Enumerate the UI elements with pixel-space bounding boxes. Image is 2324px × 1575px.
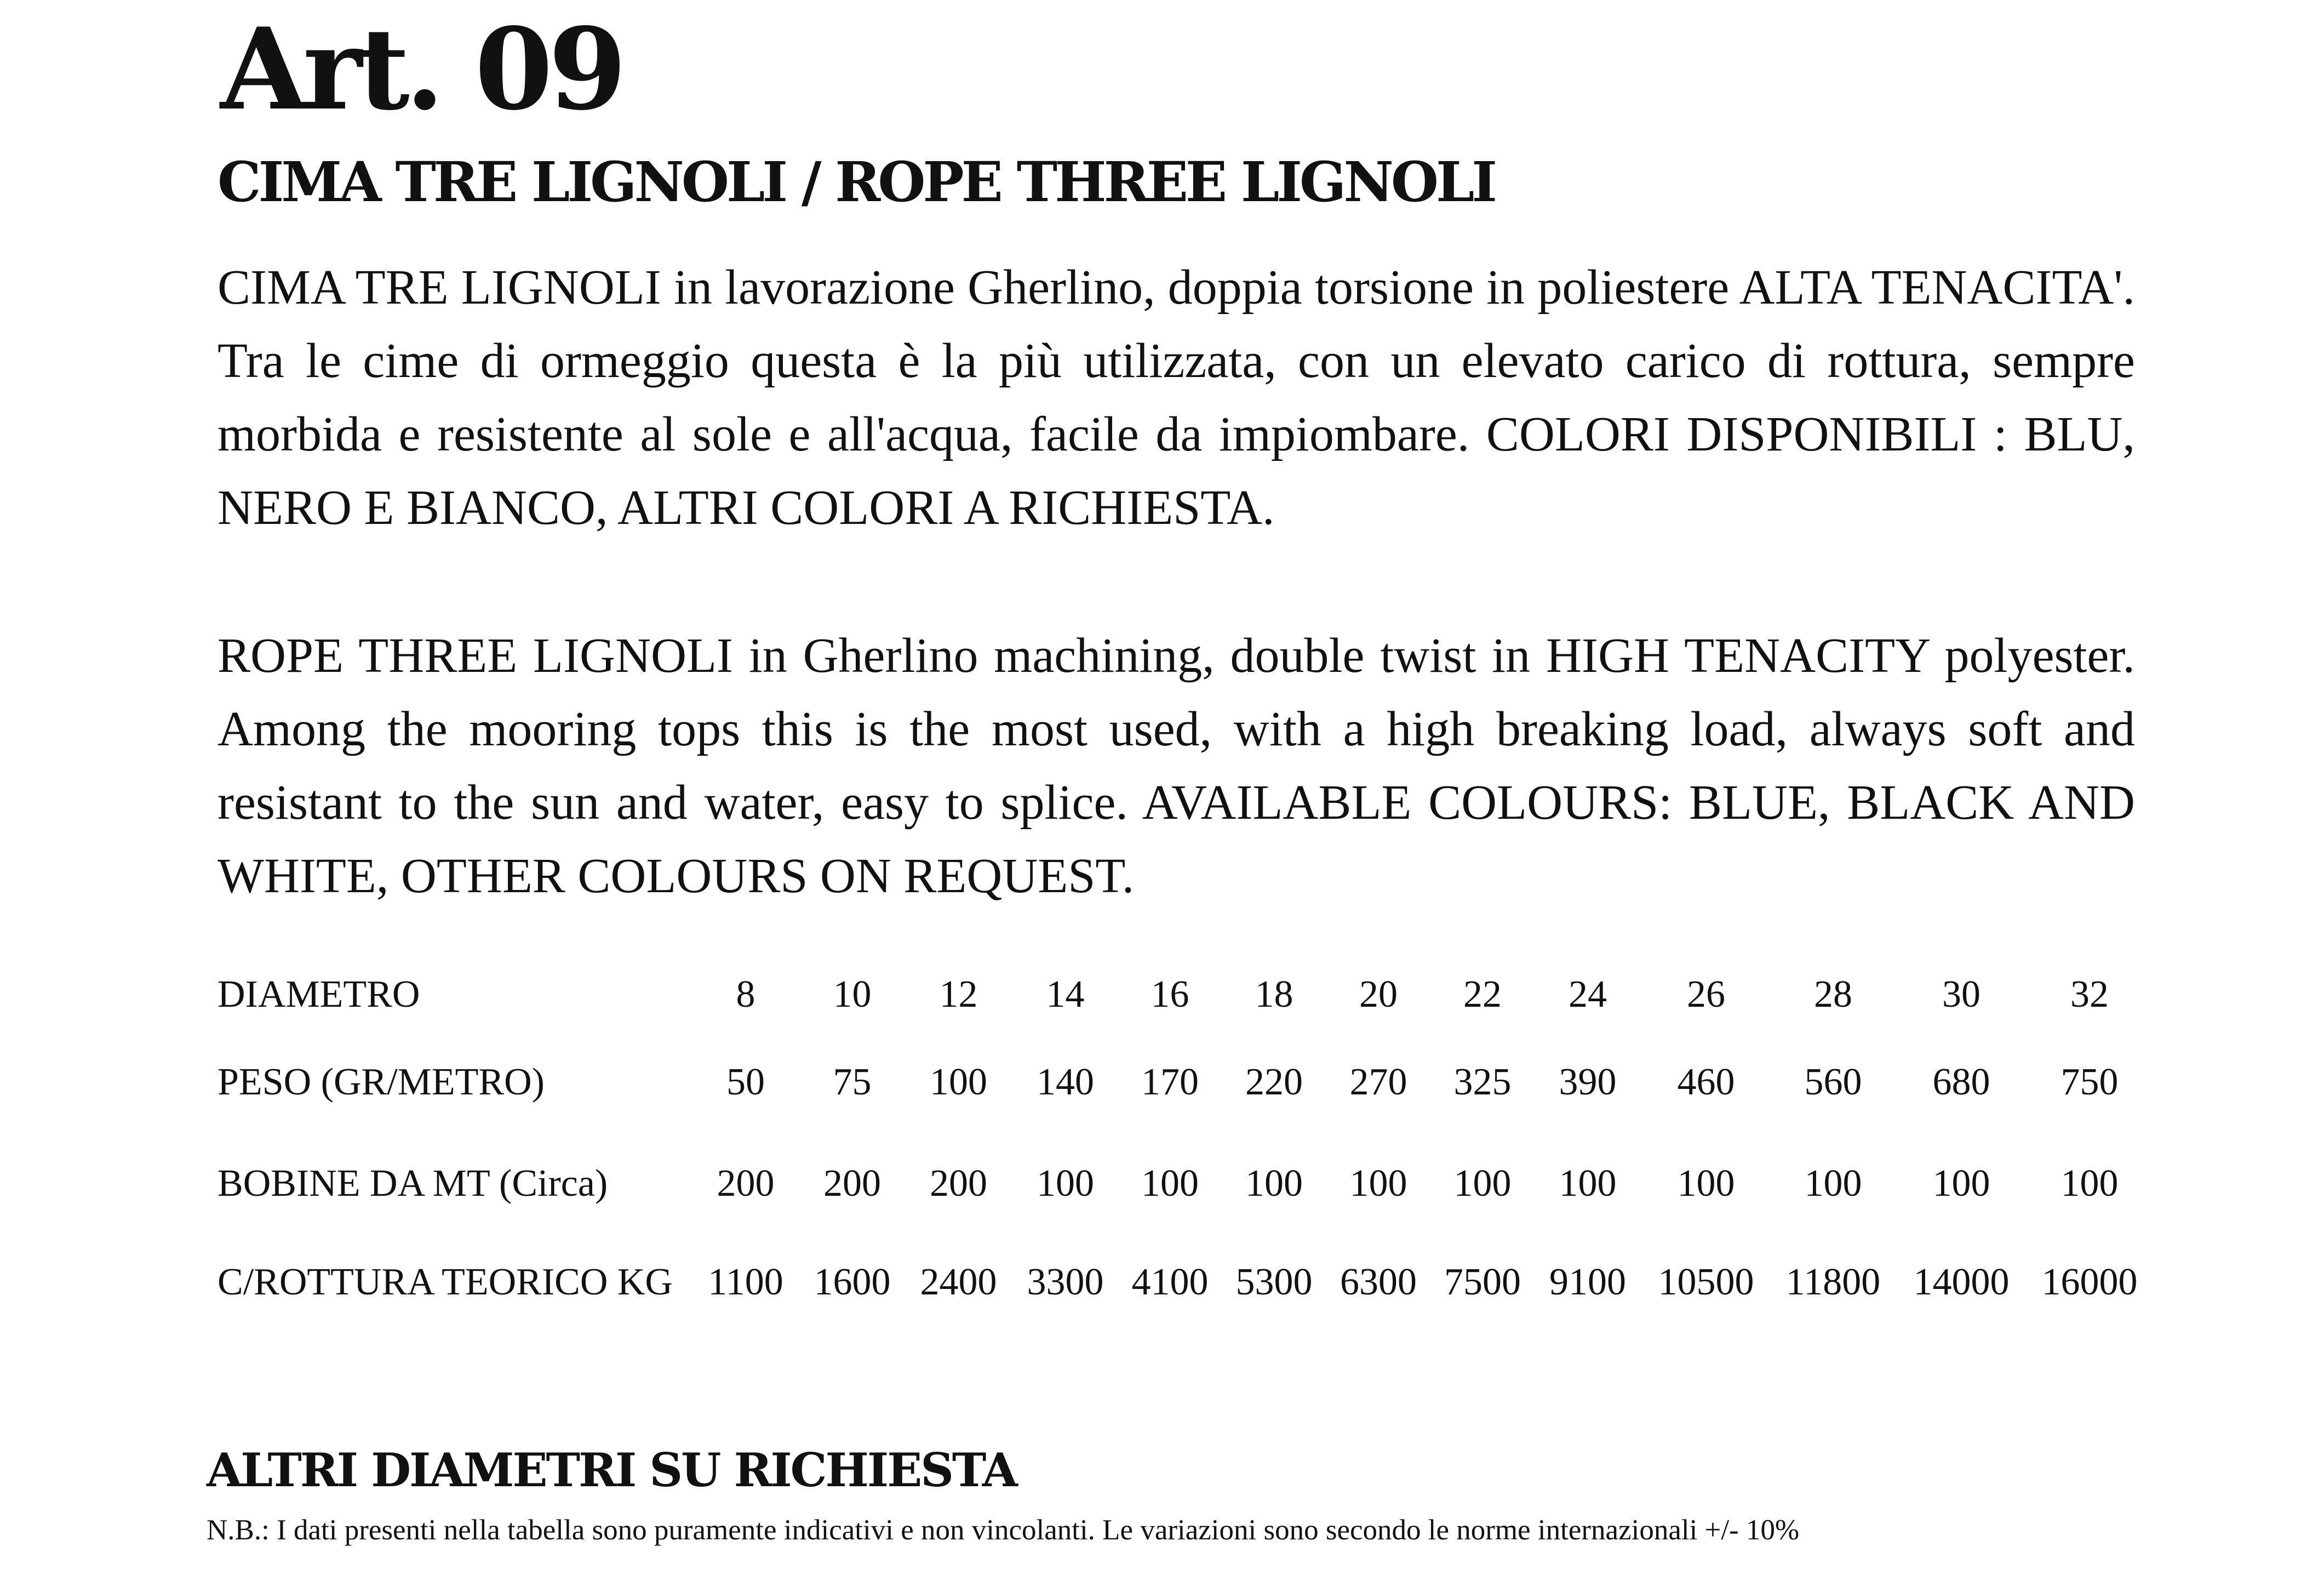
- table-row-diametro: [217, 973, 2151, 1060]
- table-cell: 100: [1559, 1162, 1617, 1205]
- table-cell: 100: [1677, 1162, 1735, 1205]
- row-label: BOBINE DA MT (Circa): [217, 1162, 608, 1205]
- table-cell: 200: [823, 1162, 881, 1205]
- table-cell: 5300: [1235, 1261, 1313, 1303]
- table-cell: 16: [1150, 973, 1189, 1015]
- table-cell: 325: [1453, 1061, 1512, 1103]
- description-italian: CIMA TRE LIGNOLI in lavorazione Gherlino, doppia torsione in poliestere ALTA TENACITA'. Tra le cime di ormeggio questa è la più utilizzata, con un elevato carico di rottura, sempre morbida e resistente al sole e all'acqua, facile da impiombare. COLORI DISPONIBILI : BLU, NERO E BIANCO, ALTRI COLORI A RICHIESTA.: [217, 260, 2135, 535]
- table-cell: 22: [1463, 973, 1502, 1015]
- table-cell: 1100: [708, 1261, 783, 1303]
- table-cell: 100: [1932, 1162, 1990, 1205]
- table-cell: 100: [1453, 1162, 1512, 1205]
- table-cell: 220: [1245, 1061, 1303, 1103]
- table-cell: 7500: [1444, 1261, 1521, 1303]
- table-cell: 12: [939, 973, 978, 1015]
- table-cell: 170: [1141, 1061, 1199, 1103]
- disclaimer-note: N.B.: I dati presenti nella tabella sono puramente indicativi e non vincolanti. Le variazioni sono secondo le norme internazionali +/- 10%: [207, 1514, 1800, 1546]
- specs-table: [217, 973, 2151, 1326]
- table-cell: 390: [1559, 1061, 1617, 1103]
- table-cell: 6300: [1340, 1261, 1417, 1303]
- table-row-peso: [217, 1060, 2151, 1162]
- table-cell: 100: [2060, 1162, 2119, 1205]
- table-row-bobine: [217, 1162, 2151, 1260]
- table-cell: 100: [1804, 1162, 1862, 1205]
- table-cell: 140: [1037, 1061, 1094, 1103]
- table-cell: 30: [1942, 973, 1980, 1015]
- table-cell: 9100: [1549, 1261, 1626, 1303]
- row-label: DIAMETRO: [217, 973, 420, 1015]
- table-cell: 560: [1804, 1061, 1862, 1103]
- table-cell: 50: [726, 1061, 765, 1103]
- table-cell: 16000: [2041, 1261, 2138, 1303]
- table-cell: 460: [1677, 1061, 1735, 1103]
- row-label: PESO (GR/METRO): [217, 1061, 545, 1103]
- table-cell: 18: [1255, 973, 1293, 1015]
- other-diameters-heading: ALTRI DIAMETRI SU RICHIESTA: [207, 1443, 1016, 1497]
- table-cell: 3300: [1027, 1261, 1104, 1303]
- row-label: C/ROTTURA TEORICO KG: [217, 1261, 673, 1303]
- table-cell: 32: [2070, 973, 2109, 1015]
- table-cell: 10: [833, 973, 872, 1015]
- table-cell: 4100: [1131, 1261, 1209, 1303]
- table-cell: 28: [1814, 973, 1852, 1015]
- table-cell: 100: [1349, 1162, 1407, 1205]
- table-cell: 8: [736, 973, 755, 1015]
- table-cell: 100: [1245, 1162, 1303, 1205]
- table-cell: 14000: [1913, 1261, 2010, 1303]
- table-cell: 680: [1932, 1061, 1990, 1103]
- table-cell: 750: [2060, 1061, 2119, 1103]
- table-cell: 200: [717, 1162, 775, 1205]
- product-subtitle: CIMA TRE LIGNOLI / ROPE THREE LIGNOLI: [217, 150, 1495, 214]
- table-cell: 11800: [1785, 1261, 1881, 1303]
- table-cell: 270: [1349, 1061, 1407, 1103]
- table-cell: 20: [1359, 973, 1398, 1015]
- table-cell: 2400: [920, 1261, 997, 1303]
- table-cell: 1600: [814, 1261, 891, 1303]
- table-cell: 24: [1569, 973, 1607, 1015]
- table-cell: 100: [1141, 1162, 1199, 1205]
- table-cell: 10500: [1658, 1261, 1754, 1303]
- table-cell: 100: [930, 1061, 987, 1103]
- table-cell: 75: [833, 1061, 872, 1103]
- article-title: Art. 09: [220, 4, 622, 135]
- description-english: ROPE THREE LIGNOLI in Gherlino machining, double twist in HIGH TENACITY polyester. Among the mooring tops this is the most used, with a high breaking load, always soft and resistant to the sun and water, easy to splice. AVAILABLE COLOURS: BLUE, BLACK AND WHITE, OTHER COLOURS ON REQUEST.: [217, 629, 2135, 903]
- table-cell: 200: [930, 1162, 987, 1205]
- table-row-rottura: [217, 1260, 2151, 1326]
- table-cell: 100: [1037, 1162, 1094, 1205]
- table-cell: 14: [1046, 973, 1085, 1015]
- table-cell: 26: [1687, 973, 1725, 1015]
